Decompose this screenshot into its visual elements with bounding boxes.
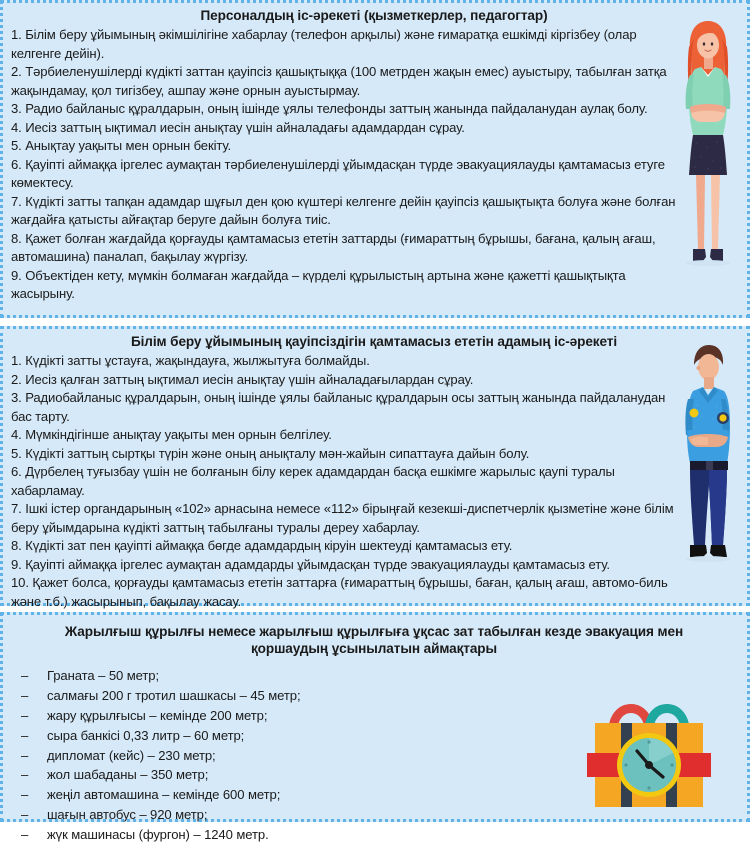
list-item: 4. Иесіз заттың ықтимал иесін анықтау үшін айналадағы адамдардан сұрау. [11,119,465,135]
dash-marker: – [21,787,29,803]
dash-marker: – [21,827,29,843]
list-item: 6. Қауіпті аймаққа іргелес аумақтан тәрбиеленушілерді ұйымдасқан түрде эвакуациялауды қамтамасыз етуге көмектесу. [11,156,665,191]
dash-marker: – [21,727,29,743]
list-item-label: жүк машинасы (фургон) – 1240 метр. [47,827,269,843]
panel-staff-actions [0,0,750,318]
list-item-label: Граната – 50 метр; [47,667,160,683]
list-item-label: жол шабаданы – 350 метр; [47,767,209,783]
panel-staff-title: Персоналдың іс-әрекеті (қызметкерлер, педагогтар) [200,8,548,23]
dash-marker: – [21,807,29,823]
list-item: 5. Күдікті заттың сыртқы түрін және оның анықталу мән-жайын сипаттауға дайын болу. [11,445,530,461]
list-item: 9. Объектіден кету, мүмкін болмаған жағдайда – күрделі құрылыстың артына және қажетті қашықтықта жасырыну. [11,267,626,302]
dash-marker: – [21,667,29,683]
list-item: 7. Күдікті затты тапқан адамдар шұғыл ден қою күштері келгенге дейін қауіпсіз қашықтықта болуға және болған жағдайға қатысты айғақтар беруге дайын болуға тиіс. [11,193,676,228]
list-item-label: жару құрылғысы – кемінде 200 метр; [47,707,268,723]
list-item: 3. Радиобайланыс құралдарын, оның ішінде ұялы байланыс құралдарын осы заттың жанында пайдаланудан бас тарту. [11,390,666,424]
list-item: 3. Радио байланыс құралдарын, оның ішінде ұялы телефонды заттың жанында пайдаланудан аулақ болу. [11,101,648,117]
list-item [21,825,737,845]
list-item: 1. Күдікті затты ұстауға, жақындауға, жылжытуға болмайды. [11,352,370,368]
panel-staff-content [3,3,747,304]
list-item: 6. Дүрбелең туғызбау үшін не болғанын білу керек адамдардан басқа ешкімге жарылыс қаупі туралы хабарламау. [11,464,615,498]
guard-figure [675,339,737,589]
list-item-label: салмағы 200 г тротил шашкасы – 45 метр; [47,687,301,703]
list-item: 4. Мүмкіндігінше анықтау уақыты мен орнын белгілеу. [11,427,332,443]
panel-security-title: Білім беру ұйымының қауіпсіздігін қамтамасыз ететін адамың іс-әрекеті [130,334,618,349]
panel-security-officer-actions [0,326,750,609]
teacher-figure [677,11,739,283]
panel-security-content [3,329,747,611]
dash-marker: – [21,747,29,763]
list-item: 5. Анықтау уақыты мен орнын бекіту. [11,138,232,154]
list-item: 10. Қажет болса, қорғауды қамтамасыз ететін заттарға (ғимараттың бұрышы, бағaн, қалың ағаш, автомо-биль және т.б.) жасырынып, бақылау жасау. [11,575,668,609]
list-item-label: шағын автобус – 920 метр; [47,807,208,823]
list-item: 8. Күдікті зат пен қауіпті аймаққа бөгде адамдардың кіруін шектеуді қамтамасыз ету. [11,538,513,554]
panel-evacuation-title: Жарылғыш құрылғы немесе жарылғыш құрылғыға ұқсас зат табылған кезде эвакуация мен қоршаудың ұсынылатын аймақтары [64,624,684,656]
bomb-figure [579,685,719,813]
panel-evacuation-distances [0,612,750,843]
list-item: 2. Иесіз қалған заттың ықтимал иесін анықтау үшін айналадағылардан сұрау. [11,371,474,387]
list-item-label: жеңіл автомашина – кемінде 600 метр; [47,787,281,803]
dash-marker: – [21,707,29,723]
list-item: 1. Білім беру ұйымының әкімшілігіне хабарлау (телефон арқылы) және ғимаратқа ешкімді кіргізбеу (олар келгенге дейін). [11,26,637,61]
list-item-label: дипломат (кейс) – 230 метр; [47,747,216,763]
list-item-label: сыра банкісі 0,33 литр – 60 метр; [47,727,245,743]
list-item: 7. Ішкі істер органдарының «102» арнасына немесе «112» бірыңғай кезекші-диспетчерлік қызметіне және білім беру ұйымдарына күдікті заттың табылғаны туралы дереу хабарлау. [11,501,674,535]
list-item: 9. Қауіпті аймаққа іргелес аумақтан адамдарды ұйымдасқан түрде эвакуациялауды қамтамасыз ету. [11,556,610,572]
dash-marker: – [21,767,29,783]
list-item: 8. Қажет болған жағдайда қорғауды қамтамасыз ететін заттарды (ғимараттың бұрышы, бағана, қалың ағаш, автомашина) паналап, бақылау жүргізу. [11,230,656,265]
list-item: 2. Тәрбиеленушілерді күдікті заттан қауіпсіз қашықтыққа (100 метрден жақын емес) ауыстыру, табылған затқа жақындамау, қол тигізбеу, ашпау және орнын ауыстырмау. [11,64,667,98]
dash-marker: – [21,687,29,703]
list-item [21,666,737,686]
